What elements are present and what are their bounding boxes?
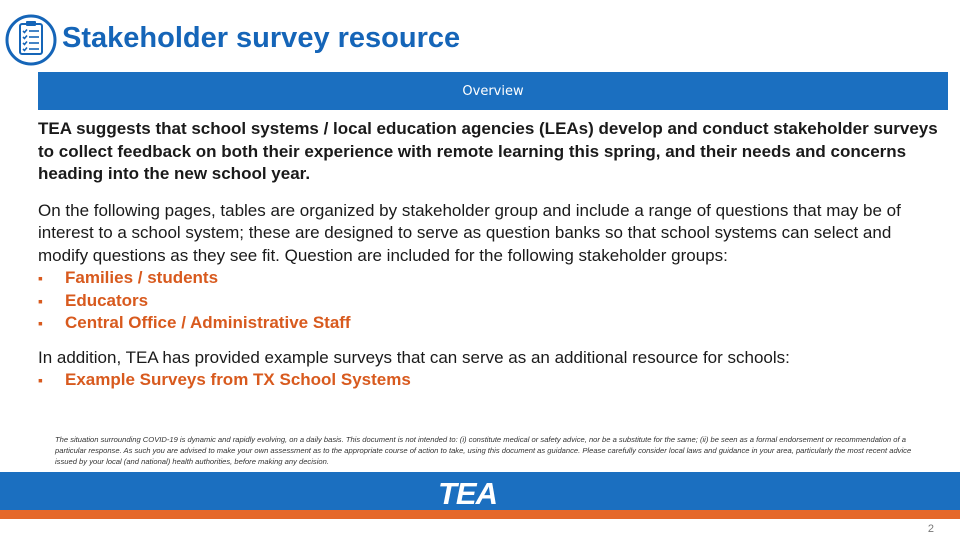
bullet-icon: ▪	[38, 372, 43, 388]
examples-paragraph: In addition, TEA has provided example surveys that can serve as an additional resource for schools:	[38, 347, 790, 367]
stakeholder-group-list	[38, 267, 938, 335]
tables-paragraph: On the following pages, tables are organized by stakeholder group and include a range of questions that may be of interest to a school system; these are designed to serve as question banks so that school systems can select and modify questions as they see fit. Question are included for the following stakeholder groups:	[38, 200, 901, 265]
logo-text: TEA	[438, 475, 497, 511]
footer-stripe	[0, 510, 960, 519]
list-item[interactable]: ▪ Educators	[38, 290, 938, 313]
tea-logo	[438, 477, 497, 509]
list-item[interactable]: ▪ Example Surveys from TX School Systems	[38, 369, 938, 392]
bullet-icon: ▪	[38, 315, 43, 331]
intro-paragraph: TEA suggests that school systems / local education agencies (LEAs) develop and conduct stakeholder surveys to collect feedback on both their experience with remote learning this spring, and their needs and concerns heading into the new school year.	[38, 119, 938, 183]
list-item[interactable]: ▪ Central Office / Administrative Staff	[38, 312, 938, 335]
list-item[interactable]: ▪ Families / students	[38, 267, 938, 290]
bullet-icon: ▪	[38, 270, 43, 286]
overview-banner	[38, 72, 948, 110]
main-content	[38, 118, 938, 404]
resource-list	[38, 369, 938, 392]
page-title: Stakeholder survey resource	[62, 22, 461, 54]
page-number: 2	[927, 523, 934, 535]
disclaimer-text: The situation surrounding COVID-19 is dynamic and rapidly evolving, on a daily basis. This document is not intended to: (i) constitute medical or safety advice, nor be a substitute for the same; (ii) be seen as a formal endorsement or recommendation of a particular response. As such you are advised to make your own assessment as to the appropriate course of action to take, using this document as guidance. Please carefully consider local laws and guidance in your area, particularly the most recent advice issued by your local (and national) health authorities, before making any decision.	[55, 435, 912, 466]
bullet-icon: ▪	[38, 292, 43, 309]
overview-label: Overview	[462, 83, 524, 99]
checklist-icon	[5, 14, 57, 66]
